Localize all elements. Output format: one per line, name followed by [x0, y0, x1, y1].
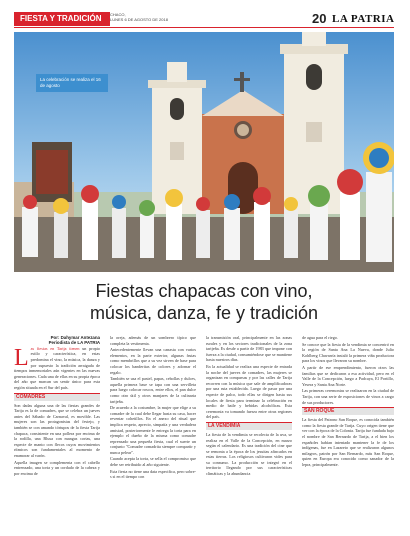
- photo-caption: La celebración se realiza el 16 de agosto: [36, 74, 108, 92]
- paragraph: Las primeras ceremonias se realizaron en la ciudad de Tarija, con una serie de exposiciones de vinos a cargo de sus productores.: [302, 388, 394, 405]
- subhead-san-roque: SAN ROQUE: [302, 407, 394, 415]
- article-column-2: [110, 335, 196, 481]
- lead-text: as fiestas en Tarija tienen: [30, 345, 80, 351]
- subhead-la-vendimia: LA VENDIMIA: [206, 422, 292, 430]
- byline-author: Por: Dahymar Antezana: [50, 335, 100, 340]
- paragraph: de agua para el riego.: [302, 335, 338, 340]
- drop-cap: L: [14, 344, 29, 371]
- subhead-comadres: COMADRES: [14, 393, 100, 401]
- section-label: FIESTA Y TRADICIÓN: [14, 12, 110, 26]
- date-text: LUNES 6 DE AGOSTO DE 2018: [110, 17, 168, 22]
- paragraph: Se conoce que la fiesta de la vendimia se concentró en la región de Santa Ana La Nueva, donde Julio Kohlberg Chavarría instaló la primera viña productora para los vinos que llevaron su nombre.: [302, 341, 394, 364]
- paragraph: Cuando acepta la torta, se sella el compromiso que debe ser retribuido al año siguiente.: [110, 456, 196, 468]
- paragraph: En la actualidad se realiza una especie de entrada la noche del jueves de comadres, las mujeres se organizan en comparsas y por las calles de Tarija recorren con la música que sale de amplificadoras por una ruta establecida. Luego de pasar por una especie de palco, todo ellas se dirigen hasta sus locales de fiesta para terminar la celebración en medio de baile y bebidas alcohólicas. Esta ceremonia va tomando fuerza entre otras regiones del país.: [206, 363, 292, 420]
- dateline: [110, 12, 168, 22]
- festival-photo: [14, 32, 394, 272]
- page-number: 20: [312, 11, 327, 26]
- church-and-dancers-illustration: [14, 32, 394, 272]
- paragraph: la transmisión oral, principalmente en las zonas rurales y en los sectores tradicionales de la zona tarijeña. Es desde a partir de 1983 que impone con fuerza a la ciudad, consumiéndose que se mantiene hasta nuestros días.: [206, 335, 292, 363]
- paragraph: También se usa el pastel, papas, cebollas y dulces, aquella primera base se tapa con una servilleta para luego colocar roscos, entre ellos, el pan dulce como otro útil y otros manjares de la culinaria tarijeña.: [110, 376, 196, 404]
- byline-outlet: Periodista de LA PATRIA: [48, 340, 100, 346]
- article-column-3: [206, 335, 292, 478]
- headline: [14, 280, 394, 324]
- headline-line-1: Fiestas chapacas con vino,: [95, 281, 313, 301]
- date-location: CHACO,: [110, 12, 126, 17]
- paragraph: Esta fiesta no tiene una data especifica, pero sobres si en el tiempo con: [110, 468, 196, 480]
- paragraph: De acuerdo a la costumbre, la mujer que elige a su comadre de la cual debe llegar hasta su casa, hacer reventar cohetillos. En el anexo del ritual que implica respeto, aprecio, simpatía y una verdadera amistad, posteriormente le entrega la torta para en ejemplo el dueño de la misma como comadre reprensado una pequeña fiesta, cual el suerte un conjunto "Comadre comadrita siempre compartir y nunca pelear".: [110, 405, 196, 455]
- paragraph: Antecedentemente llevan una canasta con varios elementos, en la parte exterior, algunas frutas como membrillos que a su vez sirven de base para colocar los banderitas de colores y adornar el regalo.: [110, 347, 196, 375]
- article-column-4: [302, 335, 394, 468]
- paragraph: [14, 346, 100, 391]
- paragraph: Aquella imagen se complementa con el cabello entrenzado, una torta y un cordado de la cabeza y por encima de: [14, 459, 100, 476]
- headline-line-2: música, danza, fe y tradición: [89, 303, 319, 323]
- paragraph: La fiesta del Patrono San Roque, es conocida también como la fiesta grande de Tarija. Cuyo origen tiene que ver con la época de la Colonia. Tarija fue fundada bajo el nombre de San Bernardo de Tarija, a el bien los españoles habían intentado mantener la fe de los indígenas, fue en Lazareto que se realizaron algunos milagros, patrón por San Bernardo, más San Roque, quien en Europa era conocido como sanador de la lepra, principalmente.: [302, 417, 394, 467]
- header-rule: [14, 27, 394, 28]
- paragraph: la oreja, además de un sombrero típico que completa la vestimenta.: [110, 335, 196, 346]
- paragraph: A partir de ese emprendimiento, fueron otros las familias que se dedicaron a esa actividad, pero en el Valle de la Concepción, luego a Padcaya, El Portillo, Yesera y Santa Ana Norte.: [302, 364, 394, 387]
- paragraph-text: un propio estilo y característica, en estas predomina el vino, la música, la danza y por supuesto la tradición arraigada de tiempos inmemoriales aún vigentes en las nuevas generaciones. Cada una de ellas en su propia época del año que marcan un sentir único para esta región situada en el Sur del país.: [14, 345, 101, 390]
- newspaper-masthead: LA PATRIA: [332, 13, 395, 25]
- article-column-1: [14, 335, 100, 477]
- page-header: [0, 0, 410, 28]
- paragraph: La fiesta de la vendimia se recolecta de la uva, se realiza en el Valle de la Concepción, en marzo según el calendario. Es una tradición del cine que se remonta a la época de los jesuitas afincados en estas tierras. Los religiosos cultivaron vides para su consumo. La producción se integró en el territorio llegando por sus características climáticas y la abundancia: [206, 431, 292, 477]
- paragraph: Son dadas alguna una de las fiestas grandes de Tarija es la de comadres, que se celebra un jueves antes del Sábado de Carnaval, es movible. Las mujeres son las protagonistas del festejo, y también se con amando tórtupos de la fiesta Tarija chapaca, consistente en una pollera por encima de la rodilla, una Blusa con mangas cortas, una especie de manto con flecos cuyos movimientos rítmicos son fundamentales al momento de enamorar al varón.: [14, 402, 100, 458]
